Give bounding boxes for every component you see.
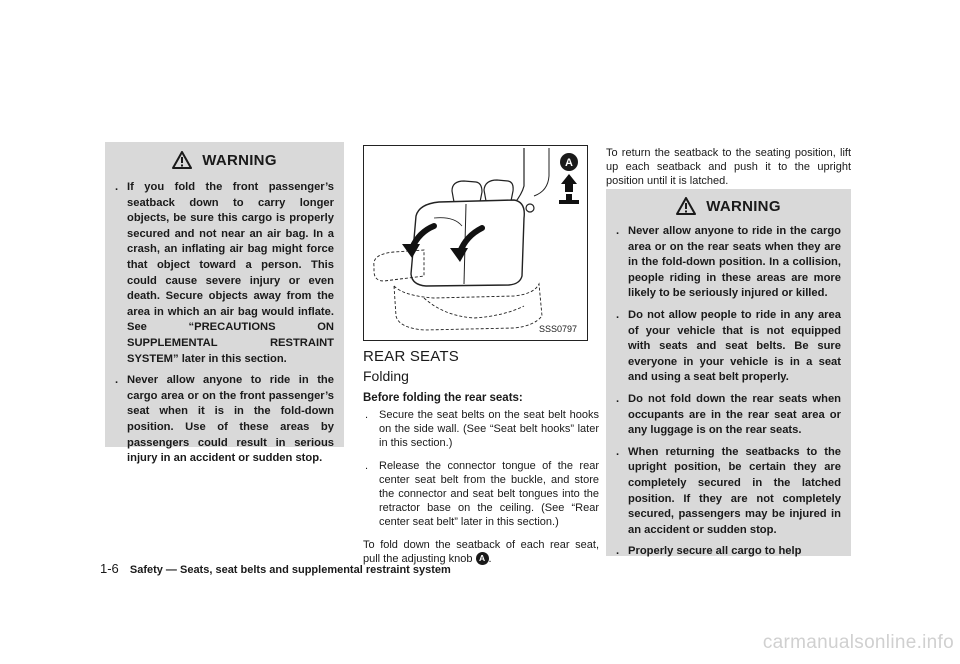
warning-triangle-icon [172, 151, 192, 169]
middle-column [363, 348, 599, 566]
right-warning-box [606, 189, 851, 556]
warning-item: . Do not allow people to ride in any area of your vehicle that is not equipped with seats and seat belts. Be sure everyone in your vehicle is in a seat and using a seat belt properly. [616, 308, 841, 384]
warning-header [606, 189, 851, 223]
section-title: REAR SEATS [363, 348, 459, 365]
instruction-bullet: . Secure the seat belts on the seat belt hooks on the side wall. (See “Seat belt hooks” later in this section.) [365, 409, 599, 450]
callout-a-label: A [565, 157, 573, 169]
warning-item: . Never allow anyone to ride in the cargo area or on the rear seats when they are in the fold-down position. In a collision, people riding in these areas are more likely to be seriously injured or killed. [616, 225, 841, 300]
warning-list [606, 224, 851, 560]
warning-title: WARNING [706, 197, 781, 215]
rear-seat-illustration [364, 146, 587, 340]
figure-code: SSS0797 [538, 324, 577, 334]
warning-item: . If you fold the front passenger’s seatback down to carry longer objects, be sure this cargo is properly secured and not near an air bag. In a crash, an inflating air bag might force that object toward a person. This could cause severe injury or even death. Secure objects away from the area in which an air bag would inflate. See “PRECAUTIONS ON SUPPLEMENTAL RESTRAINT SYSTEM” later in this section. [115, 181, 334, 365]
left-warning-box [105, 142, 344, 465]
fold-instruction: To fold down the seatback of each rear seat, pull the adjusting knob A . [363, 538, 599, 565]
chapter-title: Safety — Seats, seat belts and supplemental restraint system [129, 564, 451, 576]
warning-item: . Never allow anyone to ride in the cargo area or on the front passenger’s seat when it is in the fold-down position. Use of these areas by passengers could result in serious injury in an accident or sudden stop. [115, 374, 334, 465]
return-instruction: To return the seatback to the seating position, lift up each seatback and push it to the upright position until it is latched. [606, 147, 851, 188]
page-footer [100, 561, 451, 576]
warning-item: . When returning the seatbacks to the upright position, be certain they are completely secured in the latched position. If they are not completely secured, passengers may be injured in an accident or sudden stop. [616, 445, 841, 536]
before-folding-heading: Before folding the rear seats: [363, 392, 523, 404]
warning-header [105, 142, 344, 178]
page-number: 1-6 [100, 561, 119, 576]
instruction-bullet: . Release the connector tongue of the rear center seat belt from the buckle, and store the connector and seat belt tongues into the retractor base on the ceiling. (See “Rear center seat belt” later in this section.) [365, 459, 599, 529]
warning-item: . Do not fold down the rear seats when occupants are in the rear seat area or any luggage is on the rear seats. [616, 392, 841, 437]
watermark: carmanualsonline.info [762, 632, 954, 653]
warning-item: . Properly secure all cargo to help [616, 545, 802, 558]
warning-list [105, 180, 344, 467]
rear-seat-figure [363, 145, 588, 341]
warning-title: WARNING [202, 151, 277, 169]
warning-triangle-icon [676, 197, 696, 215]
knob-callout-icon: A [476, 552, 489, 565]
subsection-title: Folding [363, 368, 409, 384]
